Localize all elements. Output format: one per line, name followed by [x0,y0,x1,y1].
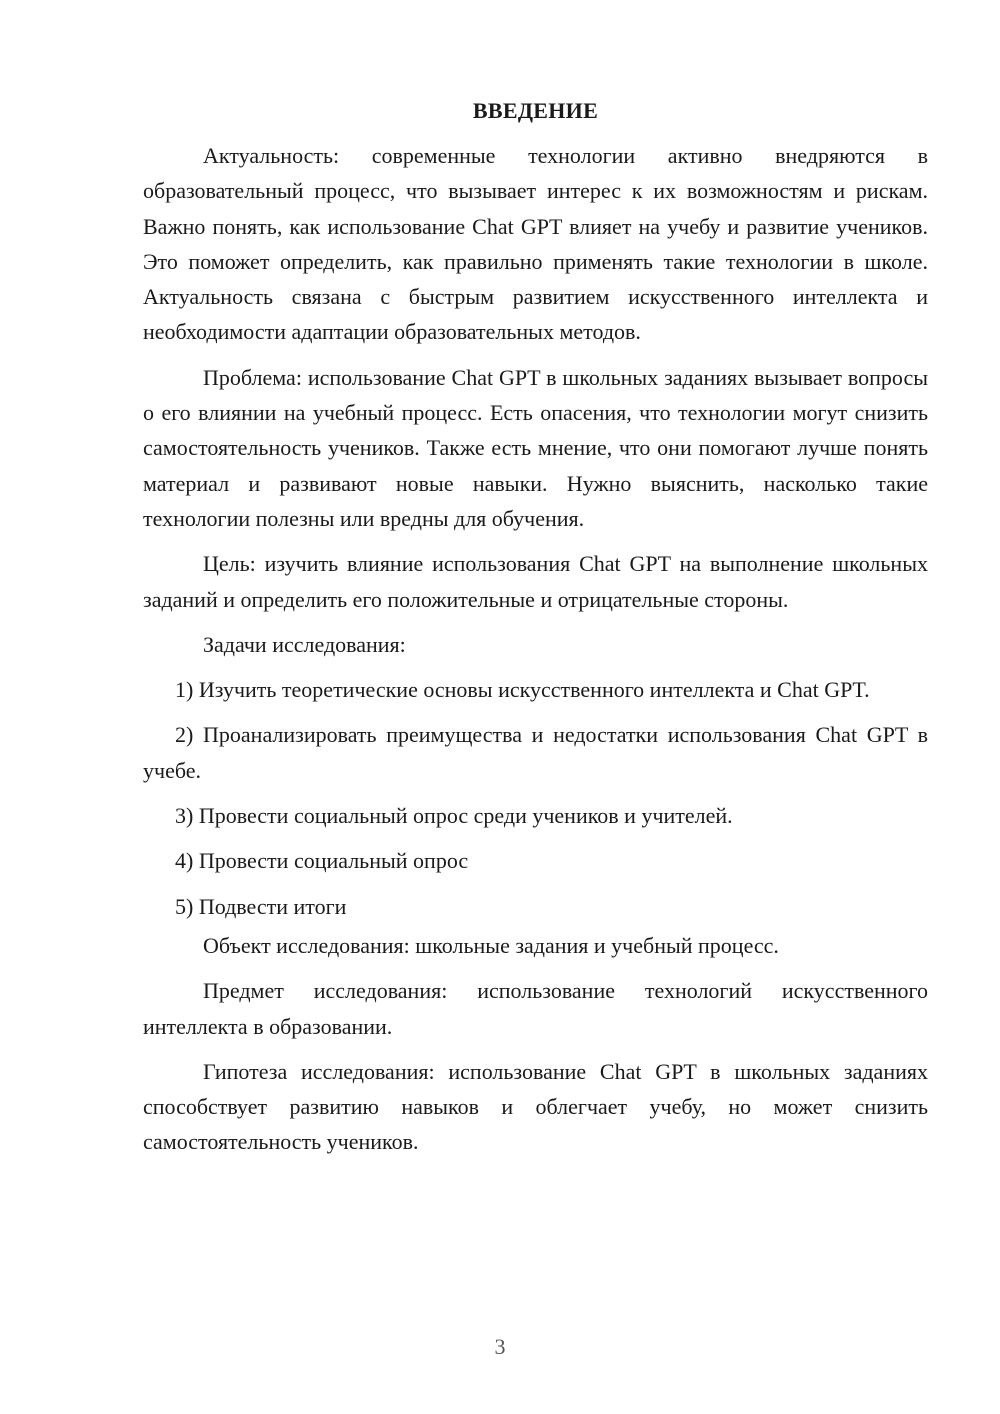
task-item-1: 1) Изучить теоретические основы искусственного интеллекта и Chat GPT. [175,677,870,703]
section-title: ВВЕДЕНИЕ [472,98,599,123]
document-page [143,96,928,1160]
relevance-paragraph: Актуальность: современные технологии активно внедряются в образовательный процесс, что вызывает интерес к их возможностям и рискам. Важно понять, как использование Chat GPT влияет на учебу и развитие учеников. Это поможет определить, как правильно применять такие технологии в школе. Актуальность связана с быстрым развитием искусственного интеллекта и необходимости адаптации образовательных методов. [143,143,928,345]
object-paragraph: Объект исследования: школьные задания и учебный процесс. [203,932,779,958]
hypothesis-paragraph: Гипотеза исследования: использование Chat GPT в школьных заданиях способствует развитию навыков и облегчает учебу, но может снизить самостоятельность учеников. [143,1058,928,1155]
problem-paragraph: Проблема: использование Chat GPT в школьных заданиях вызывает вопросы о его влиянии на учебный процесс. Есть опасения, что технологии могут снизить самостоятельность учеников. Также есть мнение, что они помогают лучше понять материал и развивают новые навыки. Нужно выяснить, насколько такие технологии полезны или вредны для обучения. [143,364,928,531]
goal-paragraph: Цель: изучить влияние использования Chat GPT на выполнение школьных заданий и определить его положительные и отрицательные стороны. [143,551,928,612]
task-item-2: 2) Проанализировать преимущества и недостатки использования Chat GPT в учебе. [143,722,928,783]
subject-paragraph: Предмет исследования: использование технологий искусственного интеллекта в образовании. [143,978,928,1039]
page-number: 3 [494,1334,506,1359]
tasks-heading: Задачи исследования: [203,631,406,657]
task-item-4: 4) Провести социальный опрос [175,848,469,874]
task-item-3: 3) Провести социальный опрос среди учеников и учителей. [175,803,733,829]
task-item-5: 5) Подвести итоги [175,893,347,919]
